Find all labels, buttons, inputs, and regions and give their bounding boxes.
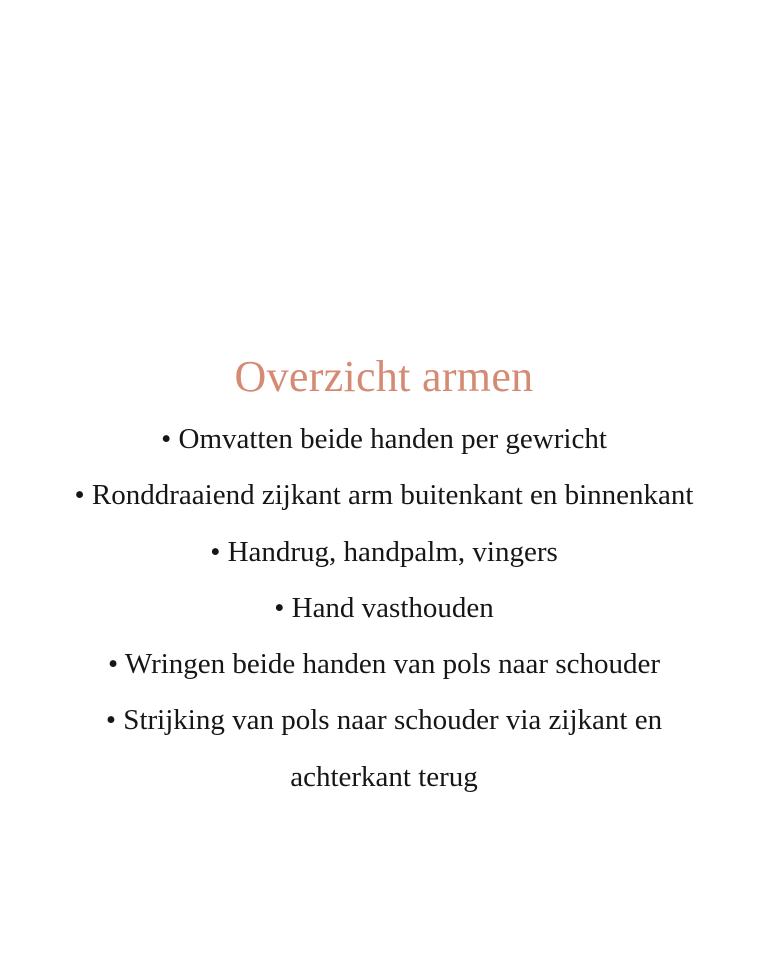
list-item: • Hand vasthouden — [274, 591, 494, 624]
list-item: • Wringen beide handen van pols naar schouder — [107, 648, 661, 681]
list-item: • Strijking van pols naar schouder via zijkant en achterkant terug — [105, 704, 663, 793]
bullet-list — [60, 411, 708, 805]
list-item: • Handrug, handpalm, vingers — [210, 535, 558, 568]
list-item: • Omvatten beide handen per gewricht — [161, 423, 607, 455]
page-title: Overzicht armen — [234, 352, 534, 401]
list-item: • Ronddraaiend zijkant arm buitenkant en binnenkant — [74, 479, 694, 512]
